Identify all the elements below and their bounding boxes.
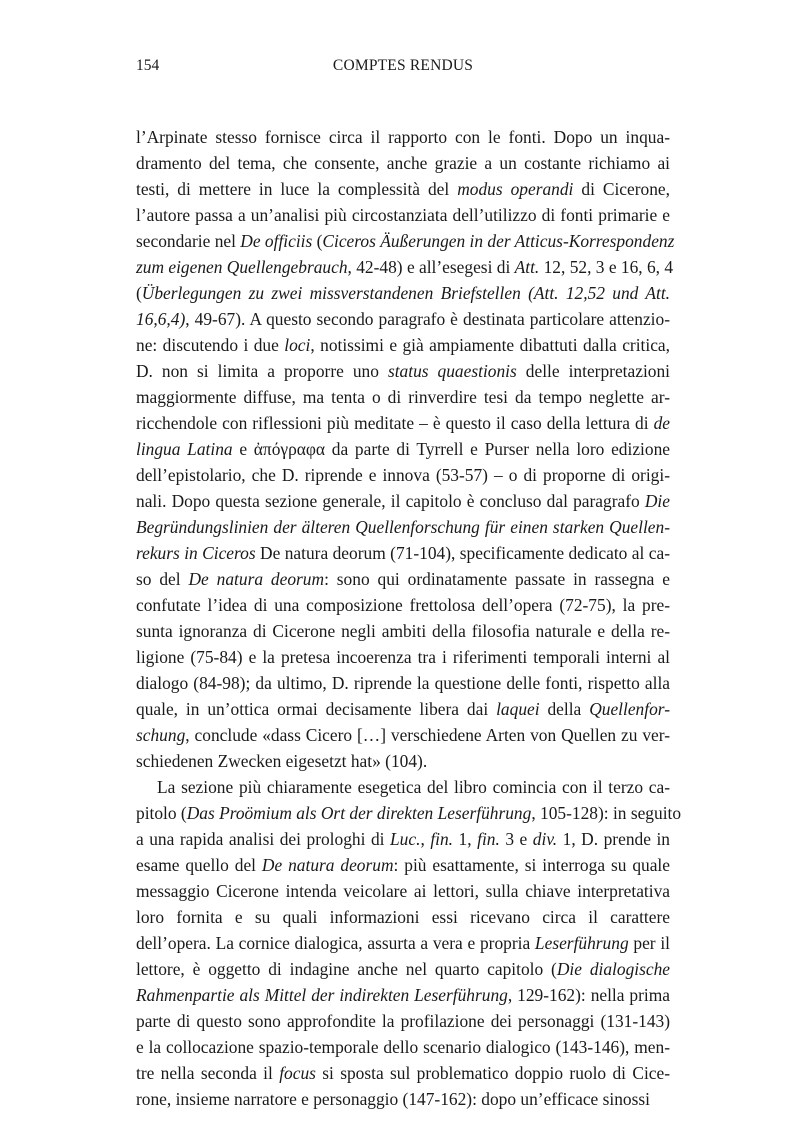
text-line [136, 800, 682, 826]
text-run: dell’epistolario, che D. riprende e innova (53-57) – o di proporne di origi- [136, 465, 670, 485]
text-line [136, 904, 670, 930]
text-line [136, 878, 670, 904]
text-run: maggiormente diffuse, ma tenta o di rinverdire tesi da tempo neglette ar- [136, 387, 670, 407]
italic-run: Leserführung [534, 933, 629, 953]
text-run: De natura deorum (71-104), specificamente dedicato al ca- [255, 543, 671, 563]
text-run: so del [136, 569, 189, 589]
italic-run: De officiis [240, 231, 313, 251]
text-line [136, 696, 670, 722]
italic-run: Quellenfor- [589, 699, 670, 719]
text-line [136, 176, 670, 202]
text-run: ( [312, 231, 323, 251]
text-line [136, 202, 670, 228]
italic-run: Überlegungen zu zwei missverstandenen Briefstellen (Att. 12,52 und Att. [141, 283, 670, 303]
text-run: : sono qui ordinatamente passate in rassegna e [324, 569, 670, 589]
italic-run: status quaestionis [387, 361, 517, 381]
text-line [136, 722, 670, 748]
text-run: si sposta sul problematico doppio ruolo di Cice- [315, 1063, 671, 1083]
text-line [136, 462, 670, 488]
text-line [136, 514, 670, 540]
body-text [136, 124, 682, 1112]
text-run: D. non si limita a proporre uno [136, 361, 388, 381]
text-run: testi, di mettere in luce la complessità del [136, 179, 458, 199]
text-line [136, 358, 670, 384]
italic-run: De natura deorum [188, 569, 325, 589]
text-run: di Cicerone, [573, 179, 670, 199]
text-run: loro fornita e su quali informazioni essi ricevano circa il carattere [136, 907, 670, 927]
italic-run: div. [532, 829, 558, 849]
text-run: per il [628, 933, 670, 953]
text-run: dell’opera. La cornice dialogica, assurta a vera e propria [136, 933, 535, 953]
text-run: l’Arpinate stesso fornisce circa il rapporto con le fonti. Dopo un inqua- [136, 127, 670, 147]
text-run: , 49-67). A questo secondo paragrafo è destinata particolare attenzio- [185, 309, 670, 329]
text-line [136, 540, 670, 566]
italic-run: Die dialogische [556, 959, 671, 979]
text-run: nali. Dopo questa sezione generale, il capitolo è concluso dal paragrafo [136, 491, 645, 511]
text-line [136, 566, 670, 592]
text-line [136, 384, 670, 410]
text-line [136, 306, 670, 332]
text-line [136, 436, 670, 462]
text-line [136, 982, 670, 1008]
text-run: 1, [453, 829, 478, 849]
text-run: delle interpretazioni [516, 361, 671, 381]
text-line [136, 618, 670, 644]
italic-run: zum eigenen Quellengebrauch [136, 257, 348, 277]
text-run: parte di questo sono approfondite la profilazione dei personaggi (131-143) [136, 1011, 670, 1031]
text-run: ricchendole con riflessioni più meditate – è questo il caso della lettura di [136, 413, 654, 433]
text-line [136, 1060, 670, 1086]
italic-run: fin. [430, 829, 454, 849]
text-run: pitolo ( [136, 803, 187, 823]
text-run: , [420, 829, 431, 849]
text-line [136, 150, 670, 176]
text-run: messaggio Cicerone intenda veicolare ai lettori, sulla chiave interpretativa [136, 881, 670, 901]
text-run: ( [136, 283, 142, 303]
italic-run: Luc. [390, 829, 421, 849]
text-run: schiedenen Zwecken eigesetzt hat» (104). [136, 751, 428, 771]
text-run: 3 e [499, 829, 533, 849]
text-run: , 105-128): in seguito [531, 803, 682, 823]
italic-run: Ciceros Äußerungen in der Atticus-Korrespondenz [322, 231, 675, 251]
text-line [136, 852, 670, 878]
text-run: ligione (75-84) e la pretesa incoerenza tra i riferimenti temporali interni al [136, 647, 670, 667]
text-run: , 42-48) e all’esegesi di [347, 257, 515, 277]
italic-run: loci [284, 335, 311, 355]
italic-run: rekurs in Ciceros [136, 543, 256, 563]
text-run: , notissimi e già ampiamente dibattuti dalla critica, [310, 335, 670, 355]
text-line [136, 644, 670, 670]
running-head [136, 57, 670, 79]
text-run: lettore, è oggetto di indagine anche nel quarto capitolo ( [136, 959, 557, 979]
italic-run: lingua Latina [136, 439, 233, 459]
text-run: , 129-162): nella prima [507, 985, 670, 1005]
text-run: : più esattamente, si interroga su quale [393, 855, 670, 875]
text-run: l’autore passa a un’analisi più circostanziata dell’utilizzo di fonti primarie e [136, 205, 670, 225]
text-line [136, 592, 670, 618]
text-line [136, 826, 670, 852]
italic-run: Att. [514, 257, 540, 277]
text-line [136, 930, 670, 956]
text-run: ne: discutendo i due [136, 335, 285, 355]
text-line [136, 748, 670, 774]
text-run: rone, insieme narratore e personaggio (147-162): dopo un’efficace sinossi [136, 1089, 650, 1109]
running-title: COMPTES RENDUS [332, 57, 474, 74]
text-run: dialogo (84-98); da ultimo, D. riprende la questione delle fonti, rispetto alla [136, 673, 670, 693]
italic-run: laquei [496, 699, 540, 719]
text-run: La sezione più chiaramente esegetica del libro comincia con il terzo ca- [157, 777, 670, 797]
italic-run: Das Proömium als Ort der direkten Leserführung [186, 803, 532, 823]
italic-run: 16,6,4) [136, 309, 186, 329]
paragraph [136, 774, 682, 1112]
text-line [136, 488, 670, 514]
text-run: , conclude «dass Cicero […] verschiedene Arten von Quellen zu ver- [185, 725, 670, 745]
text-line [136, 774, 670, 800]
italic-run: Begründungslinien der älteren Quellenforschung für einen starken Quellen- [136, 517, 670, 537]
italic-run: Die [644, 491, 670, 511]
text-line [136, 1008, 670, 1034]
italic-run: de [653, 413, 670, 433]
text-run: 1, D. prende in [557, 829, 670, 849]
text-line [136, 956, 670, 982]
text-line [136, 1086, 670, 1112]
text-line [136, 124, 670, 150]
text-line [136, 410, 670, 436]
italic-run: focus [279, 1063, 316, 1083]
italic-run: De natura deorum [261, 855, 394, 875]
text-run: sunta ignoranza di Cicerone negli ambiti della filosofia naturale e della re- [136, 621, 670, 641]
italic-run: schung [136, 725, 186, 745]
text-line [136, 254, 674, 280]
italic-run: fin. [477, 829, 500, 849]
text-run: tre nella seconda il [136, 1063, 280, 1083]
text-line [136, 670, 670, 696]
page-number: 154 [136, 57, 160, 74]
text-run: e ἀπόγραφα da parte di Tyrrell e Purser nella loro edizione [232, 439, 670, 459]
text-run: a una rapida analisi dei prologhi di [136, 829, 390, 849]
italic-run: modus operandi [457, 179, 574, 199]
paragraph [136, 124, 675, 774]
text-run: quale, in un’ottica ormai decisamente libera dai [136, 699, 497, 719]
text-line [136, 332, 670, 358]
text-run: e la collocazione spazio-temporale dello scenario dialogico (143-146), men- [136, 1037, 670, 1057]
text-run: esame quello del [136, 855, 262, 875]
text-line [136, 228, 675, 254]
text-run: confutate l’idea di una composizione frettolosa dell’opera (72-75), la pre- [136, 595, 670, 615]
text-run: dramento del tema, che consente, anche grazie a un costante richiamo ai [136, 153, 670, 173]
text-run: 12, 52, 3 e 16, 6, 4 [539, 257, 674, 277]
italic-run: Rahmenpartie als Mittel der indirekten Leserführung [136, 985, 508, 1005]
text-run: secondarie nel [136, 231, 241, 251]
text-run: della [539, 699, 590, 719]
text-line [136, 280, 670, 306]
text-line [136, 1034, 670, 1060]
